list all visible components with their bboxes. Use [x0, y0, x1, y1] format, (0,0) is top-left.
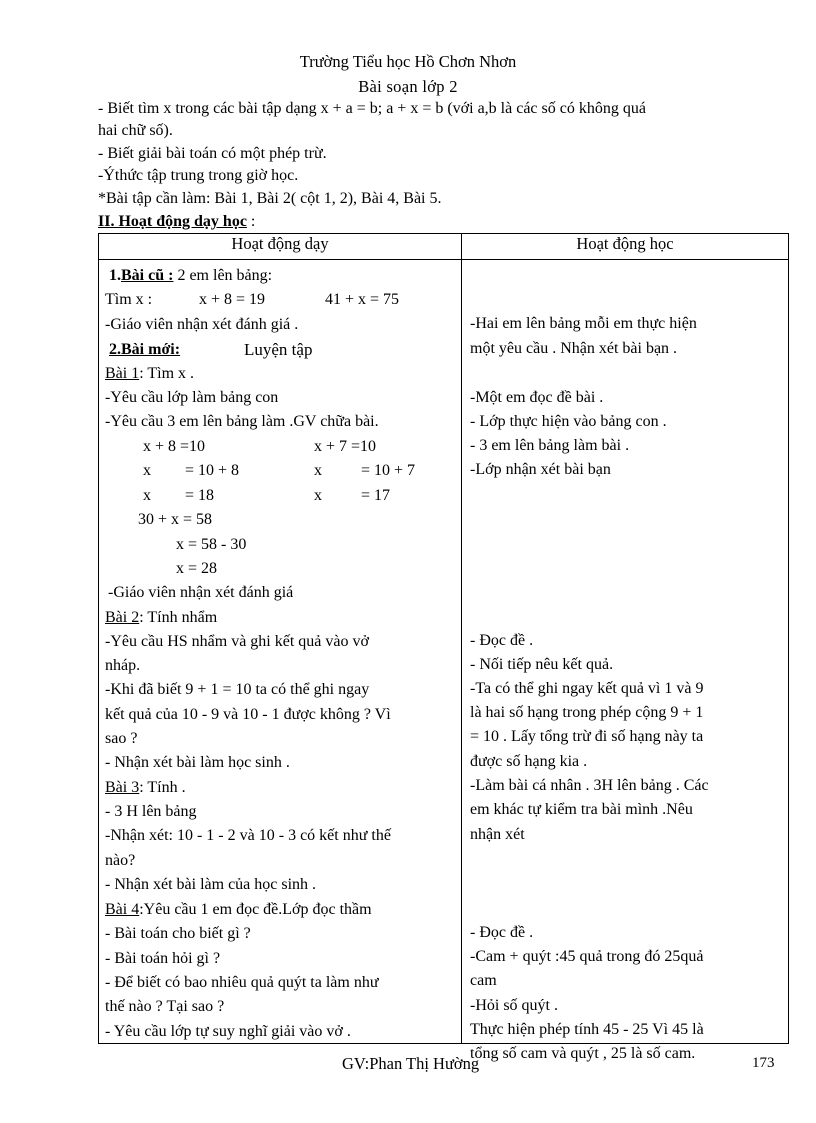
teacher-text: -Giáo viên nhận xét đánh giá	[108, 584, 294, 601]
student-text: -Hai em lên bảng mỗi em thực hiện	[470, 315, 697, 332]
teacher-text: - Yêu cầu lớp tự suy nghĩ giải vào vở .	[105, 1023, 351, 1040]
teacher-text: - 3 H lên bảng	[105, 803, 197, 820]
teacher-text: -Yêu cầu HS nhẩm và ghi kết quả vào vở	[105, 633, 369, 650]
equation: 41 + x = 75	[325, 291, 400, 308]
teacher-text: - Nhận xét bài làm của học sinh .	[105, 876, 317, 893]
math-line: x	[143, 487, 151, 504]
bai-cu-num: 1.	[109, 267, 121, 284]
page-number: 173	[752, 1055, 775, 1071]
math-line: = 17	[361, 487, 391, 504]
student-text: - Nối tiếp nêu kết quả.	[470, 656, 614, 673]
section-colon: :	[246, 213, 256, 230]
student-text: em khác tự kiểm tra bài mình .Nêu	[470, 801, 693, 818]
objective-line: *Bài tập cần làm: Bài 1, Bài 2( cột 1, 2), Bài 4, Bài 5.	[98, 190, 442, 207]
student-text: = 10 . Lấy tổng trừ đi số hạng này ta	[470, 728, 704, 745]
student-text: Thực hiện phép tính 45 - 25 Vì 45 là	[470, 1021, 704, 1038]
section-title	[98, 213, 255, 231]
teacher-text: -Nhận xét: 10 - 1 - 2 và 10 - 3 có kết như thế	[105, 827, 391, 844]
math-line: x	[314, 462, 322, 479]
math-line: x + 7 =10	[314, 438, 377, 455]
student-text: -Lớp nhận xét bài bạn	[470, 461, 611, 478]
teacher-text: nào?	[105, 852, 136, 869]
bai1-label: Bài 1	[105, 365, 140, 382]
objective-line: -Ýthức tập trung trong giờ học.	[98, 167, 299, 184]
bai-cu-label: Bài cũ :	[121, 267, 174, 284]
student-text: cam	[470, 972, 497, 989]
teacher-text: -Giáo viên nhận xét đánh giá .	[105, 316, 299, 333]
section-heading: II. Hoạt động dạy học	[98, 213, 247, 230]
math-line: = 18	[185, 487, 215, 504]
student-text: -Ta có thể ghi ngay kết quả vì 1 và 9	[470, 680, 704, 697]
math-line: x + 8 =10	[143, 438, 206, 455]
bai4-label: Bài 4	[105, 901, 140, 918]
math-line: x	[314, 487, 322, 504]
math-line: = 10 + 7	[361, 462, 416, 479]
student-text: là hai số hạng trong phép cộng 9 + 1	[470, 704, 704, 721]
math-line: x = 28	[176, 560, 218, 577]
lesson-subtitle: Bài soạn lớp 2	[358, 77, 458, 96]
student-text: - 3 em lên bảng làm bài .	[470, 437, 630, 454]
math-line: x = 58 - 30	[176, 536, 247, 553]
equation: x + 8 = 19	[199, 291, 266, 308]
teacher-text: nháp.	[105, 657, 141, 674]
student-text: -Một em đọc đề bài .	[470, 389, 604, 406]
math-line: 30 + x = 58	[138, 511, 213, 528]
school-name: Trường Tiểu học Hồ Chơn Nhơn	[299, 52, 517, 71]
student-text: -Hỏi số quýt .	[470, 997, 558, 1014]
bai4-text: :Yêu cầu 1 em đọc đề.Lớp đọc thầm	[139, 901, 372, 918]
tim-x-label: Tìm x :	[105, 291, 153, 308]
math-line: = 10 + 8	[185, 462, 240, 479]
bai-moi-label: 2.Bài mới:	[109, 341, 181, 358]
bai1-text: : Tìm x .	[139, 365, 195, 382]
student-text: tổng số cam và quýt , 25 là số cam.	[470, 1045, 696, 1062]
objective-line: - Biết giải bài toán có một phép trừ.	[98, 145, 327, 162]
teacher-text: - Bài toán hỏi gì ?	[105, 950, 221, 967]
teacher-text: - Để biết có bao nhiêu quả quýt ta làm như	[105, 974, 379, 991]
teacher-text: - Nhận xét bài làm học sinh .	[105, 754, 290, 771]
teacher-text: -Khi đã biết 9 + 1 = 10 ta có thể ghi ngay	[105, 681, 370, 698]
student-text: được số hạng kia .	[470, 753, 588, 770]
student-text: - Đọc đề .	[470, 924, 534, 941]
student-text: -Làm bài cá nhân . 3H lên bảng . Các	[470, 777, 709, 794]
math-line: x	[143, 462, 151, 479]
teacher-text: - Bài toán cho biết gì ?	[105, 925, 251, 942]
objective-line: hai chữ số).	[98, 122, 173, 139]
col-header-student: Hoạt động học	[462, 234, 789, 260]
bai2-text: : Tính nhẩm	[139, 609, 218, 626]
teacher-text: sao ?	[105, 730, 138, 747]
activity-table	[98, 233, 789, 1062]
col-header-teacher: Hoạt động dạy	[99, 234, 462, 260]
student-text: -Cam + quýt :45 quả trong đó 25quả	[470, 948, 704, 965]
bai3-text: : Tính .	[139, 779, 186, 796]
teacher-text: thế nào ? Tại sao ?	[105, 998, 225, 1015]
student-column	[462, 260, 789, 1062]
footer-teacher: GV:Phan Thị Hường	[342, 1054, 480, 1073]
teacher-text: kết quả của 10 - 9 và 10 - 1 được không ? Vì	[105, 706, 391, 723]
teacher-text: -Yêu cầu lớp làm bảng con	[105, 389, 279, 406]
luyen-tap-label: Luyện tập	[244, 340, 313, 359]
teacher-column	[99, 260, 462, 1044]
bai3-label: Bài 3	[105, 779, 140, 796]
bai-cu-text: 2 em lên bảng:	[173, 267, 273, 284]
objective-line: - Biết tìm x trong các bài tập dạng x + a = b; a + x = b (với a,b là các số có không quá	[98, 100, 646, 117]
teacher-text: -Yêu cầu 3 em lên bảng làm .GV chữa bài.	[105, 413, 379, 430]
student-text: - Lớp thực hiện vào bảng con .	[470, 413, 667, 430]
student-text: - Đọc đề .	[470, 632, 534, 649]
student-text: một yêu cầu . Nhận xét bài bạn .	[470, 340, 678, 357]
student-text: nhận xét	[470, 826, 525, 843]
bai2-label: Bài 2	[105, 609, 140, 626]
